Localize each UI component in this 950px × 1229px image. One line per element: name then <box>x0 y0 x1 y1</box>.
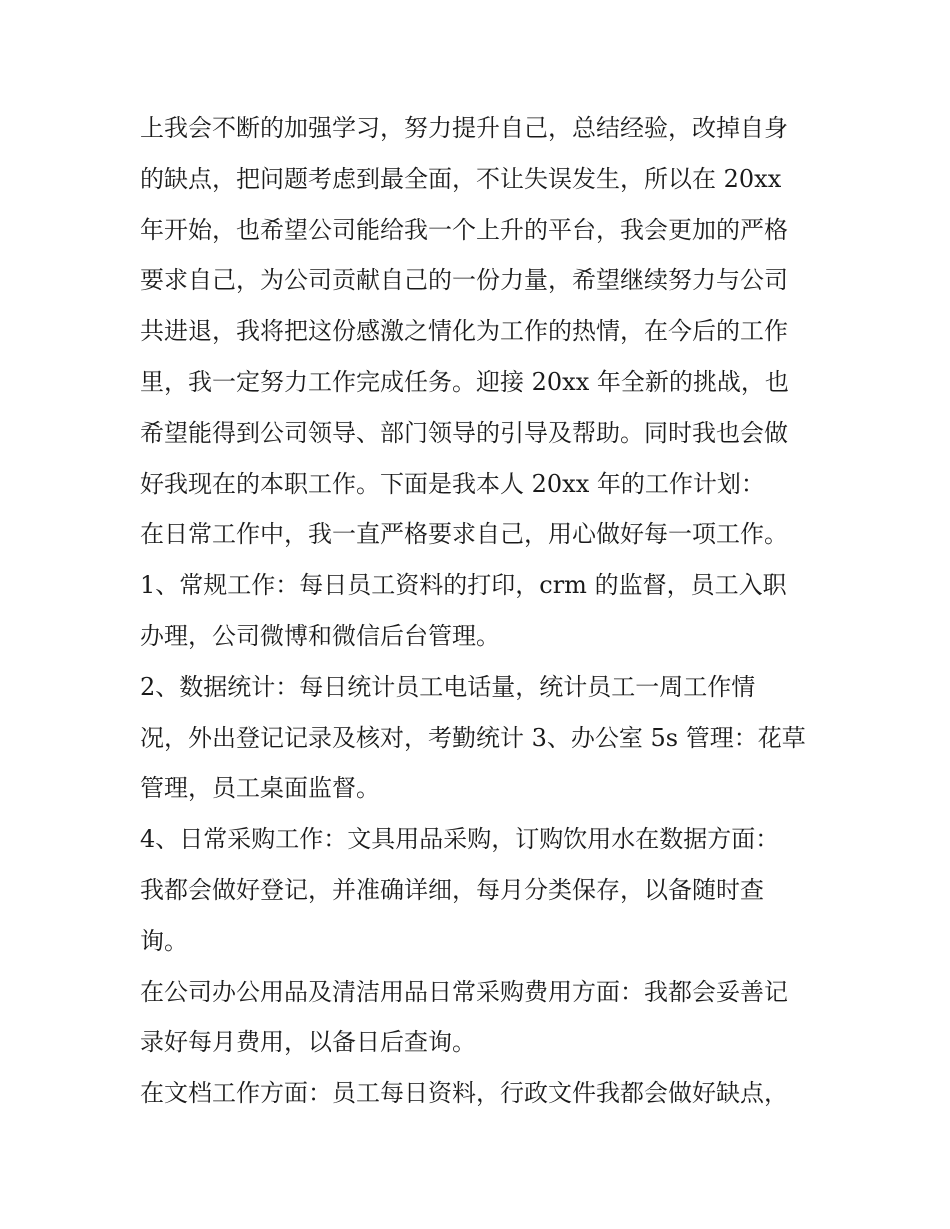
text-line-5: 共进退，我将把这份感激之情化为工作的热情，在今后的工作 <box>140 317 788 346</box>
text-line-11: 办理，公司微博和微信后台管理。 <box>140 621 500 650</box>
text-line-6: 里，我一定努力工作完成任务。迎接 20xx 年全新的挑战，也 <box>140 367 789 396</box>
text-line-4: 要求自己，为公司贡献自己的一份力量，希望继续努力与公司 <box>140 266 788 295</box>
text-line-13: 况，外出登记记录及核对，考勤统计 3、办公室 5s 管理：花草 <box>140 723 806 752</box>
text-line-7: 希望能得到公司领导、部门领导的引导及帮助。同时我也会做 <box>140 418 788 447</box>
document-body <box>140 103 820 1119</box>
text-line-12: 2、数据统计：每日统计员工电话量，统计员工一周工作情 <box>140 672 756 701</box>
text-line-18: 在公司办公用品及清洁用品日常采购费用方面：我都会妥善记 <box>140 977 788 1006</box>
text-line-19: 录好每月费用，以备日后查询。 <box>140 1028 476 1057</box>
text-line-1: 上我会不断的加强学习，努力提升自己，总结经验，改掉自身 <box>140 114 788 142</box>
text-line-3: 年开始，也希望公司能给我一个上升的平台，我会更加的严格 <box>140 215 788 244</box>
text-line-17: 询。 <box>140 926 188 955</box>
text-line-8: 好我现在的本职工作。下面是我本人 20xx 年的工作计划： <box>140 469 765 498</box>
text-line-2: 的缺点，把问题考虑到最全面，不让失误发生，所以在 20xx <box>140 164 782 193</box>
text-line-14: 管理，员工桌面监督。 <box>140 774 380 803</box>
text-line-10: 1、常规工作：每日员工资料的打印，crm 的监督，员工入职 <box>140 571 787 600</box>
text-line-16: 我都会做好登记，并准确详细，每月分类保存，以备随时查 <box>140 875 764 904</box>
text-line-20: 在文档工作方面：员工每日资料，行政文件我都会做好缺点， <box>140 1079 788 1108</box>
text-line-9: 在日常工作中，我一直严格要求自己，用心做好每一项工作。 <box>140 520 788 549</box>
text-line-15: 4、日常采购工作：文具用品采购，订购饮用水在数据方面： <box>140 825 780 854</box>
